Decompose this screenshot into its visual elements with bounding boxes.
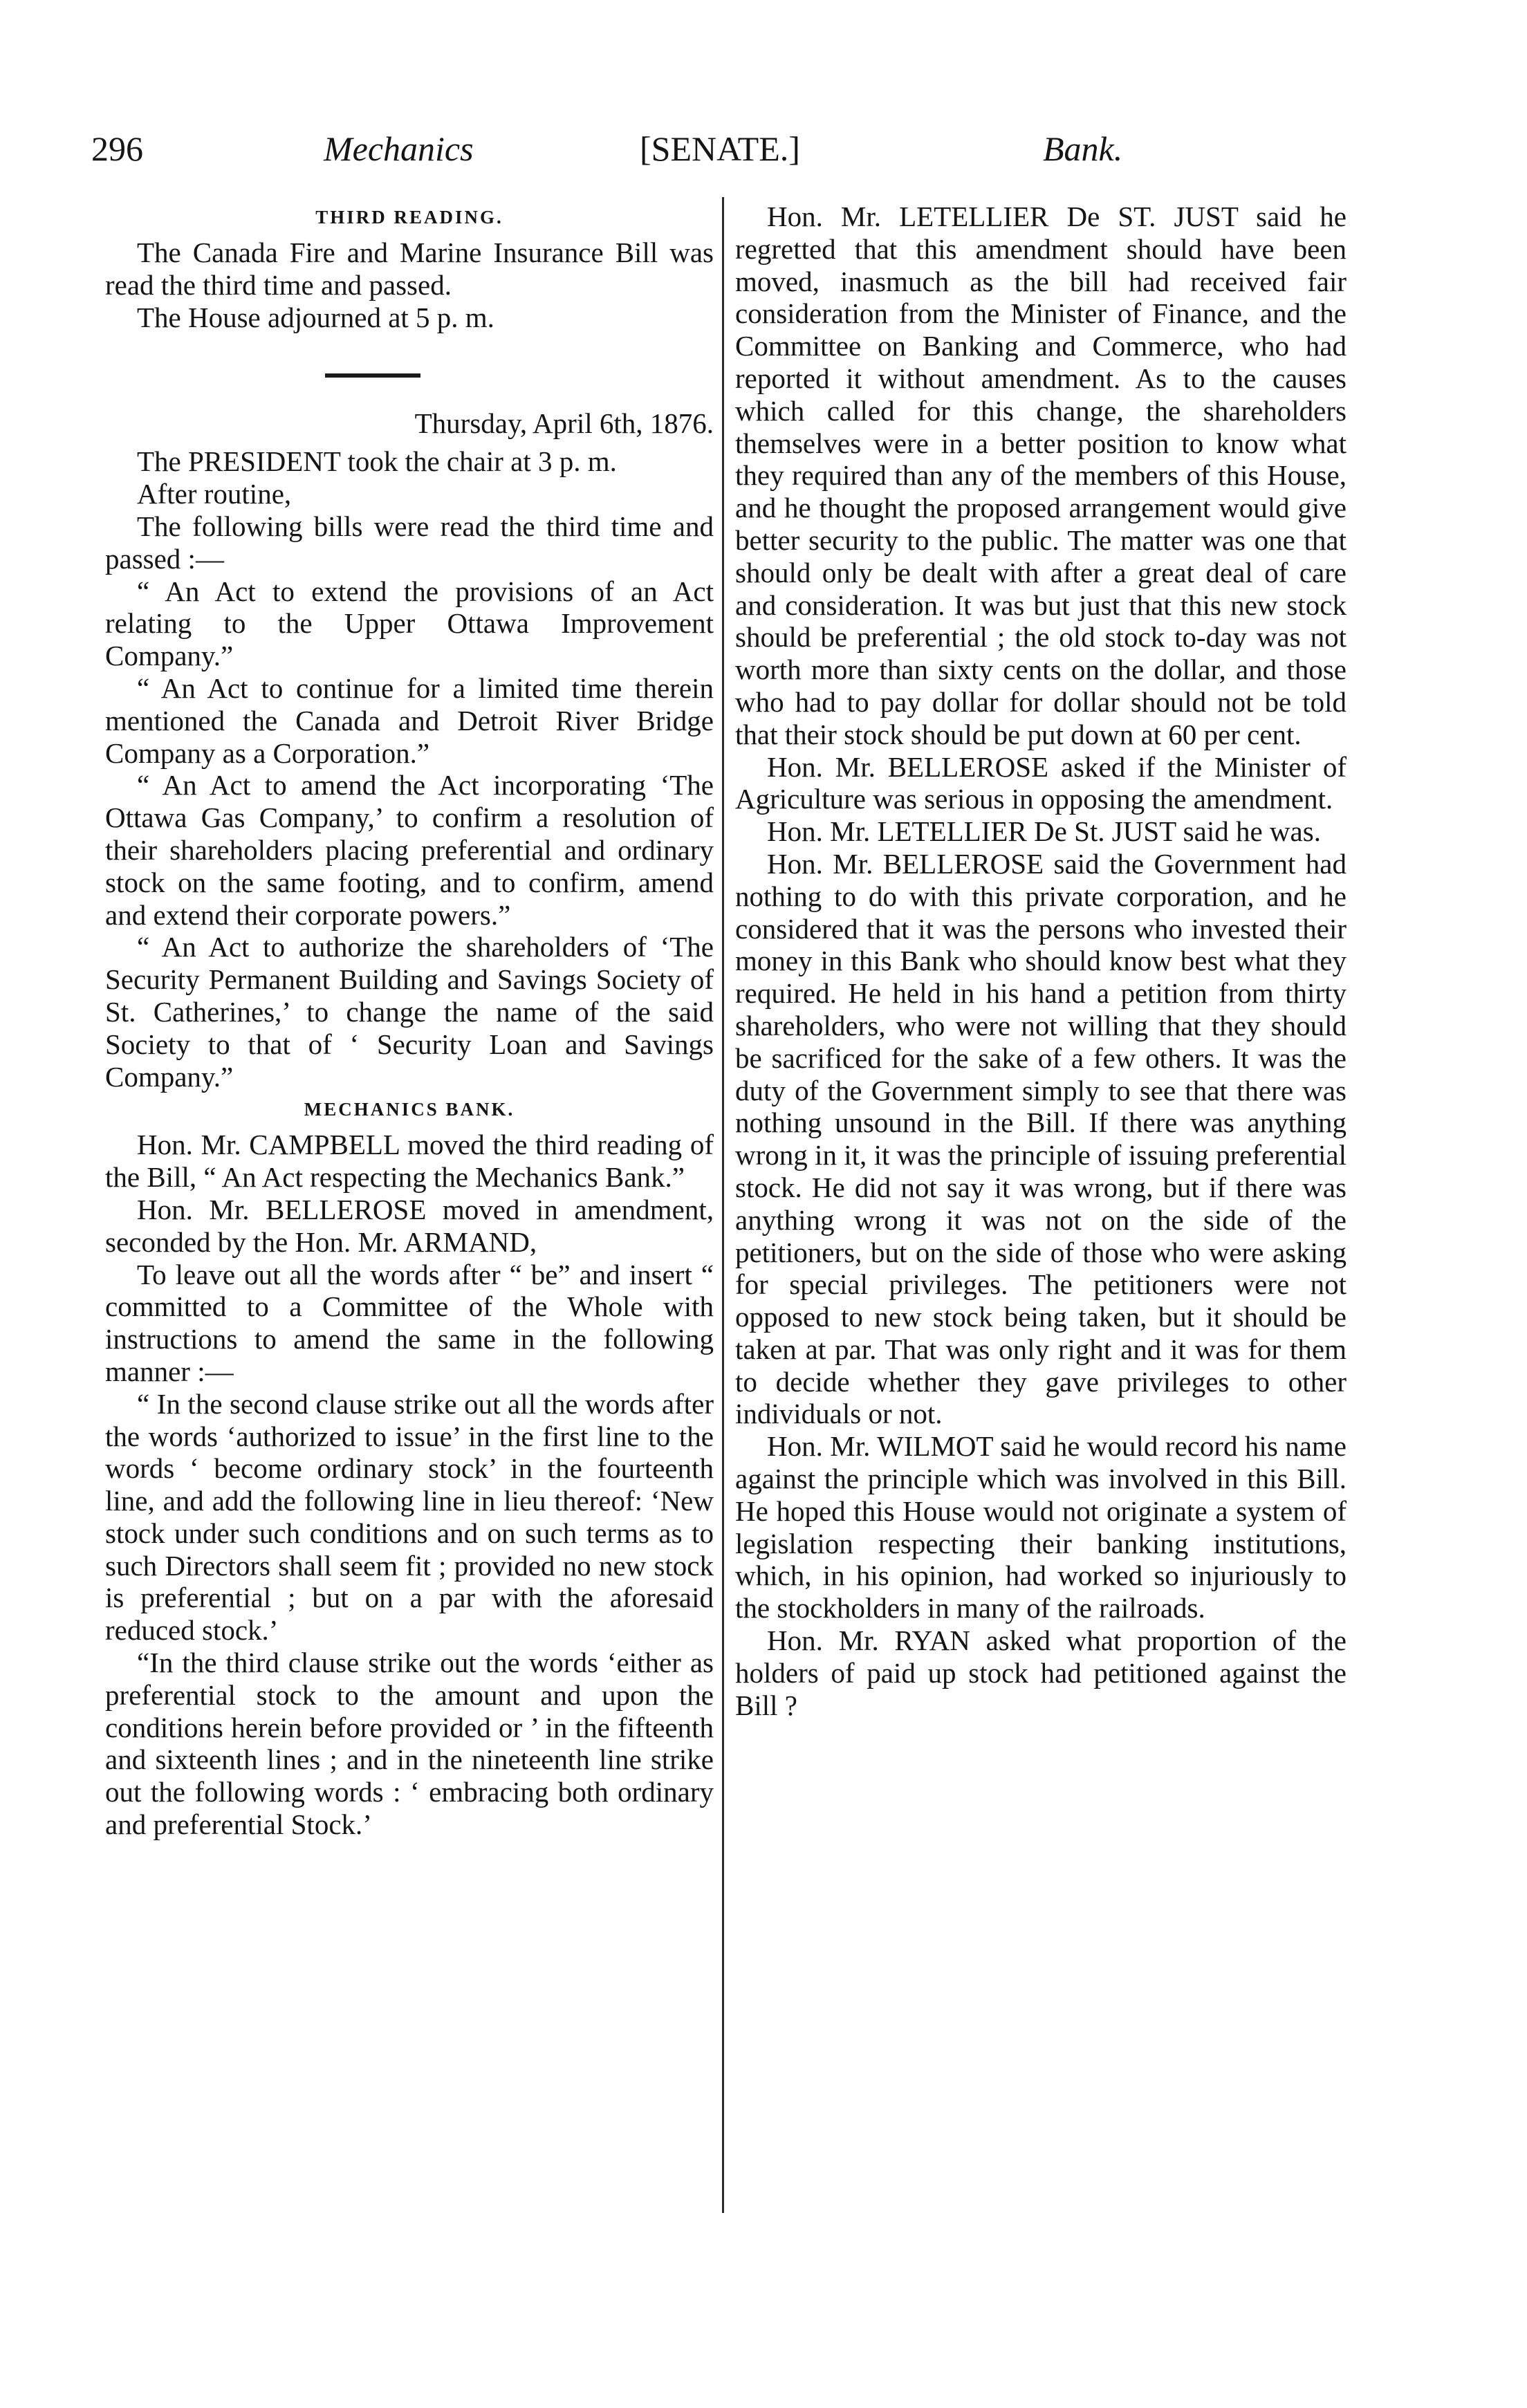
paragraph: “ An Act to amend the Act incorporating ‘The Ottawa Gas Company,’ to confirm a resolution of their shareholders placing preferential and ordinary stock on the same footing, and to confirm, amend and extend their corporate powers.”: [105, 769, 714, 931]
paragraph: “In the third clause strike out the words ‘either as preferential stock to the amount and upon the conditions herein before provided or ’ in the fifteenth and sixteenth lines ; and in the nineteenth line strike out the following words : ‘ embracing both ordinary and preferential Stock.’: [105, 1647, 714, 1841]
running-title-left: Mechanics: [324, 129, 474, 168]
page-number: 296: [91, 129, 143, 168]
paragraph: Hon. Mr. BELLEROSE moved in amendment, seconded by the Hon. Mr. ARMAND,: [105, 1193, 714, 1258]
paragraph: “ An Act to extend the provisions of an Act relating to the Upper Ottawa Improvement Company.”: [105, 575, 714, 672]
paragraph: Hon. Mr. CAMPBELL moved the third reading of the Bill, “ An Act respecting the Mechanics Bank.”: [105, 1129, 714, 1194]
left-column: [105, 201, 714, 1841]
paragraph: Hon. Mr. RYAN asked what proportion of the holders of paid up stock had petitioned against the Bill ?: [735, 1624, 1346, 1721]
paragraph: Hon. Mr. BELLEROSE asked if the Minister of Agriculture was serious in opposing the amendment.: [735, 750, 1346, 815]
paragraph: The PRESIDENT took the chair at 3 p. m.: [137, 445, 617, 478]
section-divider: [325, 373, 420, 378]
running-title-center: [SENATE.]: [640, 129, 800, 168]
column-rule: [722, 197, 724, 2213]
paragraph: The Canada Fire and Marine Insurance Bill was read the third time and passed.: [105, 237, 714, 301]
paragraph: To leave out all the words after “ be” and insert “ committed to a Committee of the Whole with instructions to amend the same in the following manner :—: [105, 1258, 714, 1387]
paragraph: Hon. Mr. LETELLIER De ST. JUST said he regretted that this amendment should have been moved, inasmuch as the bill had received fair consideration from the Minister of Finance, and the Committee on Banking and Commerce, who had reported it without amendment. As to the causes which called for this change, the shareholders themselves were in a better position to know what they required than any of the members of this House, and he thought the proposed arrangement would give better security to the public. The matter was one that should only be dealt with after a great deal of care and consideration. It was but just that this new stock should be preferential ; the old stock to-day was not worth more than sixty cents on the dollar, and those who had to pay dollar for dollar should not be told that their stock should be put down at 60 per cent.: [735, 201, 1346, 750]
section-heading-third-reading: THIRD READING.: [315, 207, 503, 228]
paragraph: The House adjourned at 5 p. m.: [137, 301, 494, 333]
page-header: [0, 124, 1527, 180]
section-heading-mechanics-bank: MECHANICS BANK.: [304, 1099, 515, 1120]
paragraph: “ An Act to continue for a limited time therein mentioned the Canada and Detroit River Bridge Company as a Corporation.”: [105, 672, 714, 769]
paragraph: Hon. Mr. BELLEROSE said the Government had nothing to do with this private corporation, and he considered that it was the persons who invested their money in this Bank who should know best what they required. He held in his hand a petition from thirty shareholders, who were not willing that they should be sacrificed for the sake of a few others. It was the duty of the Government simply to see that there was nothing unsound in the Bill. If there was anything wrong in it, it was the principle of issuing preferential stock. He did not say it was wrong, but if there was anything wrong it was not on the side of the petitioners, but on the side of those who were asking for special privileges. The petitioners were not opposed to new stock being taken, but it should be taken at par. That was only right and it was for them to decide whether they gave privileges to other individuals or not.: [735, 847, 1346, 1430]
sitting-date: Thursday, April 6th, 1876.: [414, 407, 714, 440]
right-column: [735, 201, 1346, 1721]
paragraph: “ An Act to authorize the shareholders of ‘The Security Permanent Building and Savings Society of St. Catherines,’ to change the name of the said Society to that of ‘ Security Loan and Savings Company.”: [105, 931, 714, 1093]
paragraph: After routine,: [137, 478, 292, 510]
paragraph: Hon. Mr. WILMOT said he would record his name against the principle which was involved in this Bill. He hoped this House would not originate a system of legislation respecting their banking institutions, which, in his opinion, had worked so injuriously to the stockholders in many of the railroads.: [735, 1430, 1346, 1624]
paragraph: “ In the second clause strike out all the words after the words ‘authorized to issue’ in the first line to the words ‘ become ordinary stock’ in the fourteenth line, and add the following line in lieu thereof: ‘New stock under such conditions and on such terms as to such Directors shall seem fit ; provided no new stock is preferential ; but on a par with the aforesaid reduced stock.’: [105, 1387, 714, 1647]
paragraph: The following bills were read the third time and passed :—: [105, 510, 714, 575]
running-title-right: Bank.: [1043, 129, 1123, 168]
paragraph: Hon. Mr. LETELLIER De St. JUST said he was.: [767, 815, 1321, 848]
